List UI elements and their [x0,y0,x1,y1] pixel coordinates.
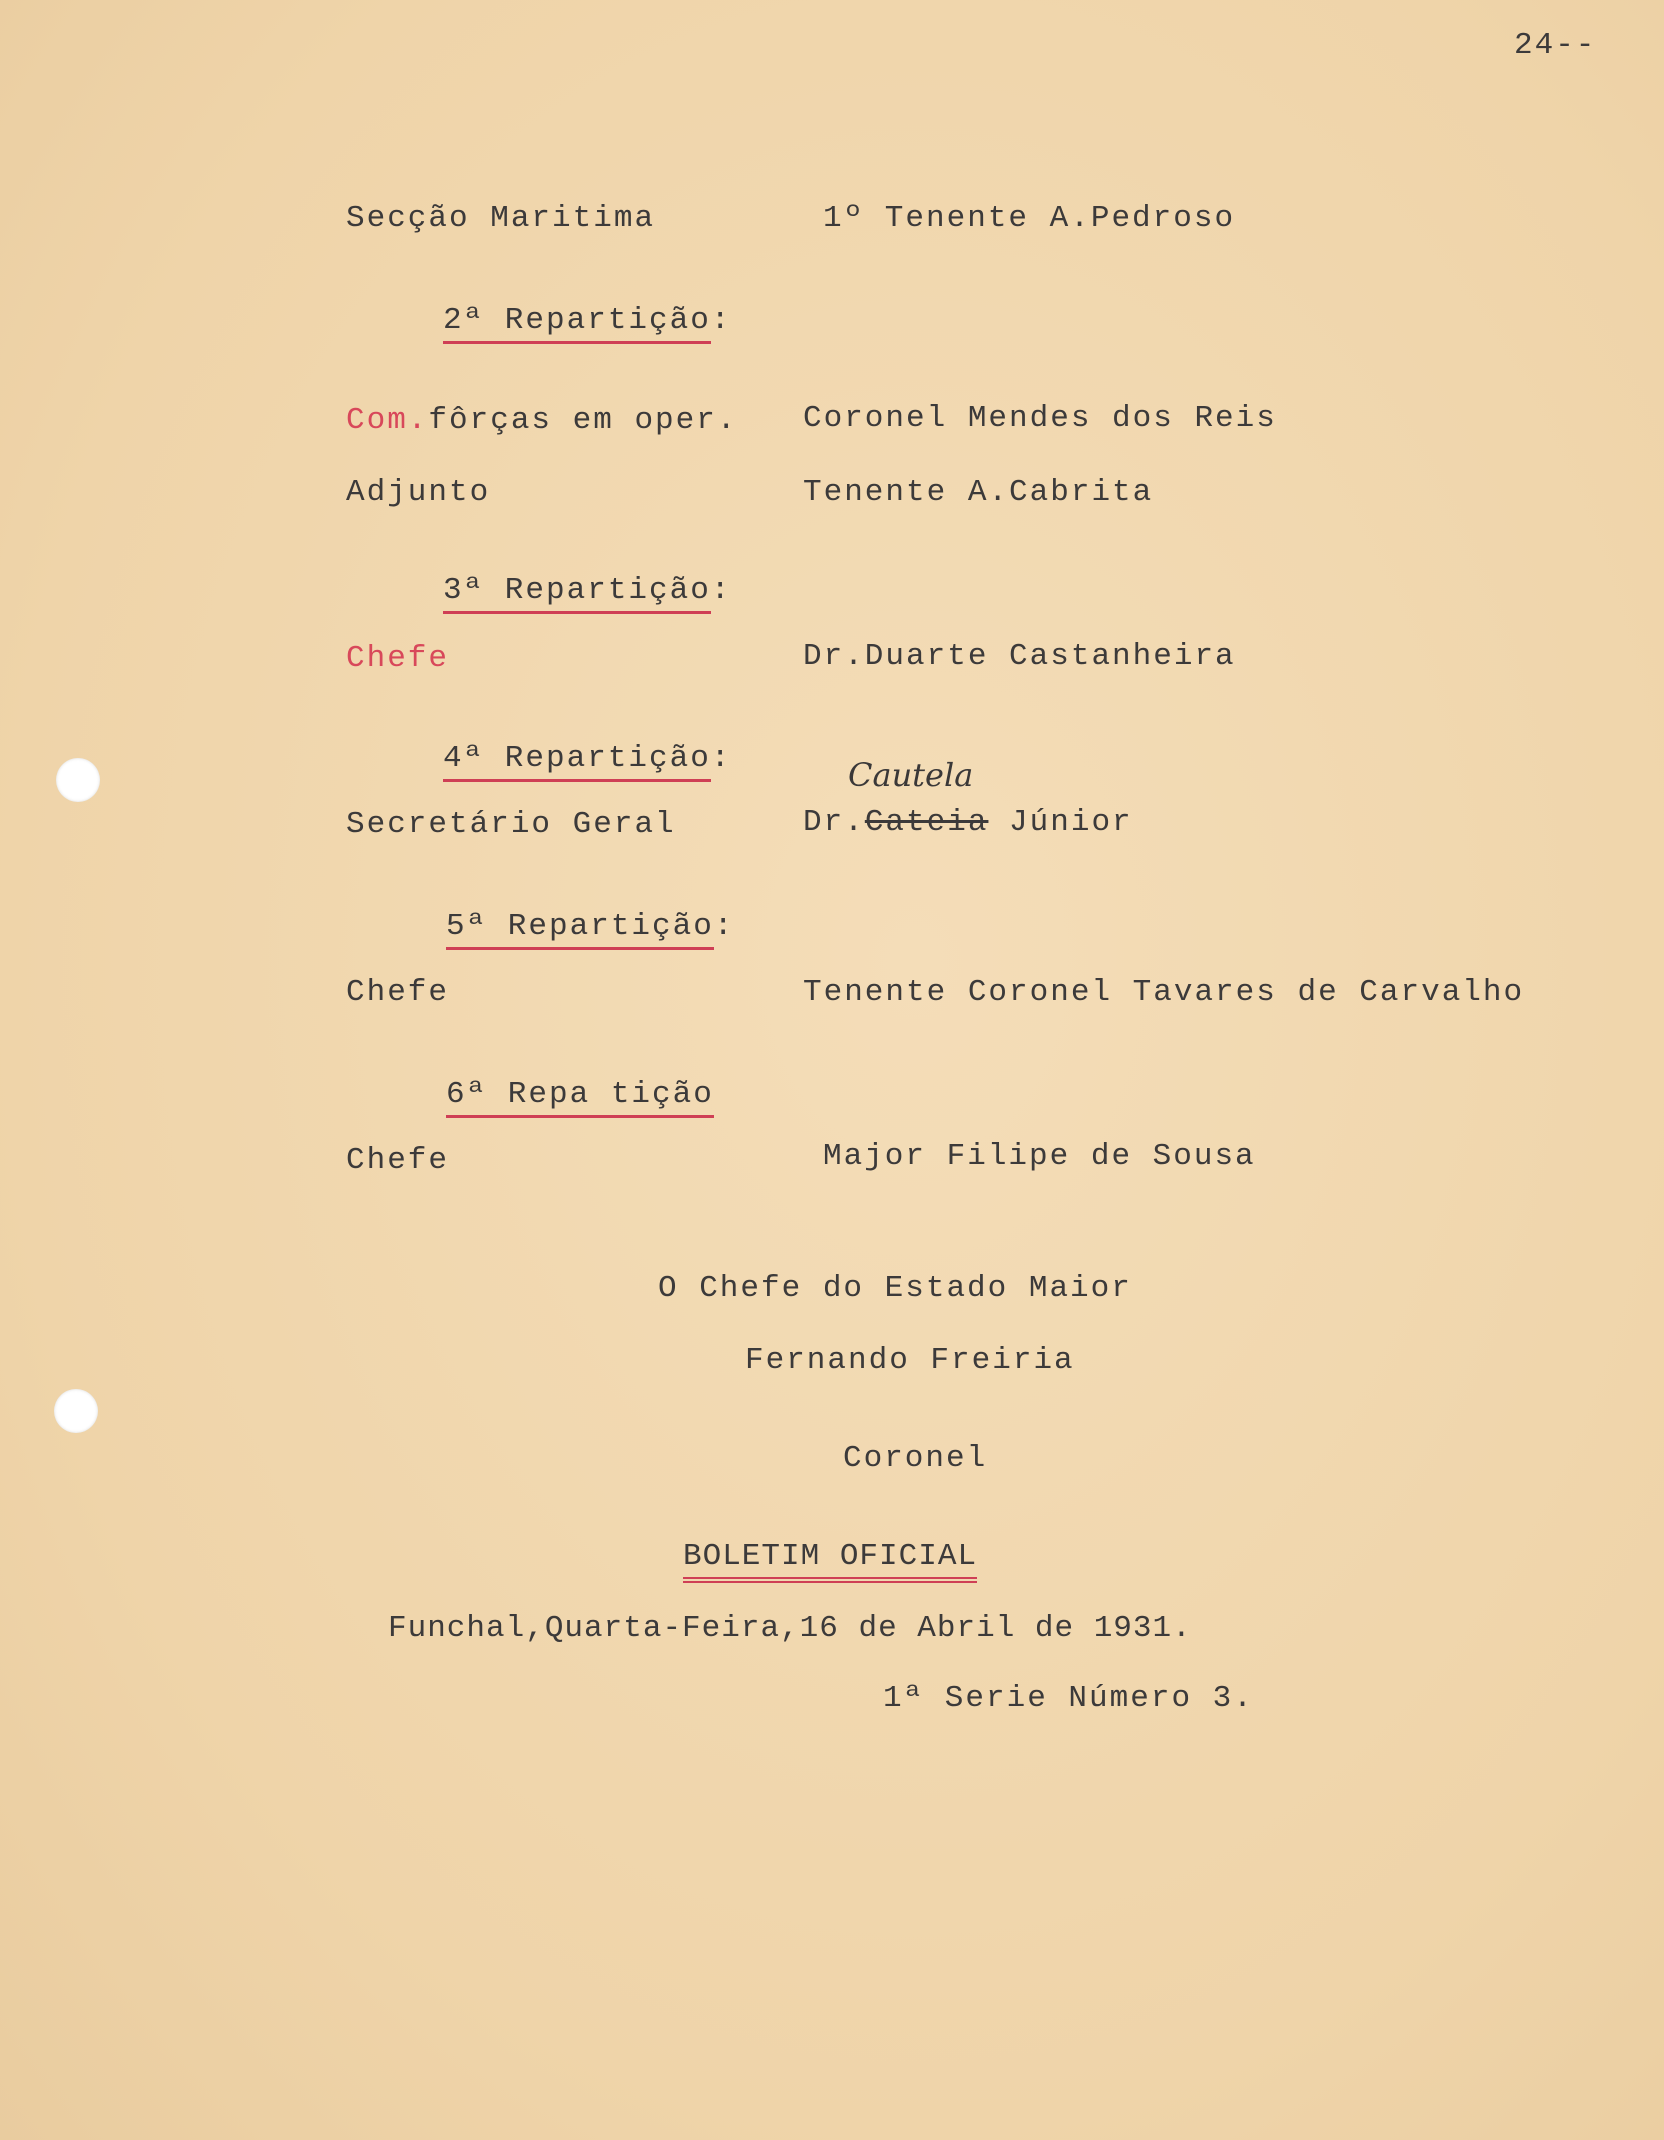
rep3-heading [443,575,731,606]
seccao-maritima-label: Secção Maritima [346,201,656,236]
boletim-date: Funchal,Quarta-Feira,16 de Abril de 1931. [388,1611,1192,1646]
com-forcas-label-rest: fôrças em oper. [428,403,738,438]
secretario-value-suffix: Júnior [1009,805,1133,840]
page-number: 24-- [1514,28,1597,63]
punch-hole-bottom [54,1389,98,1433]
adjunto-value: Tenente A.Cabrita [803,475,1154,510]
rep4-heading-punct: : [710,741,732,776]
rep2-heading [443,305,731,336]
com-forcas-label [346,405,737,436]
rep6-chefe-label: Chefe [346,1143,450,1178]
signature-name: Fernando Freiria [745,1343,1075,1378]
secretario-value [803,807,1133,838]
rep5-heading-text: 5ª Repartição [446,909,714,950]
secretario-value-prefix: Dr. [803,805,865,840]
rep5-heading-punct: : [713,909,735,944]
com-forcas-label-prefix: Com. [346,403,429,438]
boletim-serie: 1ª Serie Número 3. [883,1681,1254,1716]
rep2-heading-punct: : [710,303,732,338]
rep5-heading [446,911,734,942]
handwritten-correction: Cautela [848,756,974,794]
rep6-chefe-value: Major Filipe de Sousa [823,1139,1256,1174]
com-forcas-value: Coronel Mendes dos Reis [803,401,1277,436]
rep6-heading [446,1079,714,1110]
rep3-chefe-label: Chefe [346,641,450,676]
rep3-heading-punct: : [710,573,732,608]
rep5-chefe-label: Chefe [346,975,450,1010]
seccao-maritima-value: 1º Tenente A.Pedroso [823,201,1236,236]
adjunto-label: Adjunto [346,475,491,510]
punch-hole-top [56,758,100,802]
secretario-value-struck: Cateia [864,805,989,840]
boletim-title-text: BOLETIM OFICIAL [683,1539,977,1583]
rep4-heading [443,743,731,774]
rep3-heading-text: 3ª Repartição [443,573,711,614]
boletim-title [683,1541,977,1572]
signature-rank: Coronel [843,1441,988,1476]
rep4-heading-text: 4ª Repartição [443,741,711,782]
rep6-heading-text: 6ª Repa tição [446,1077,714,1118]
signature-title: O Chefe do Estado Maior [658,1271,1132,1306]
rep3-chefe-value: Dr.Duarte Castanheira [803,639,1236,674]
rep2-heading-text: 2ª Repartição [443,303,711,344]
rep5-chefe-value: Tenente Coronel Tavares de Carvalho [803,975,1525,1010]
secretario-label: Secretário Geral [346,807,676,842]
